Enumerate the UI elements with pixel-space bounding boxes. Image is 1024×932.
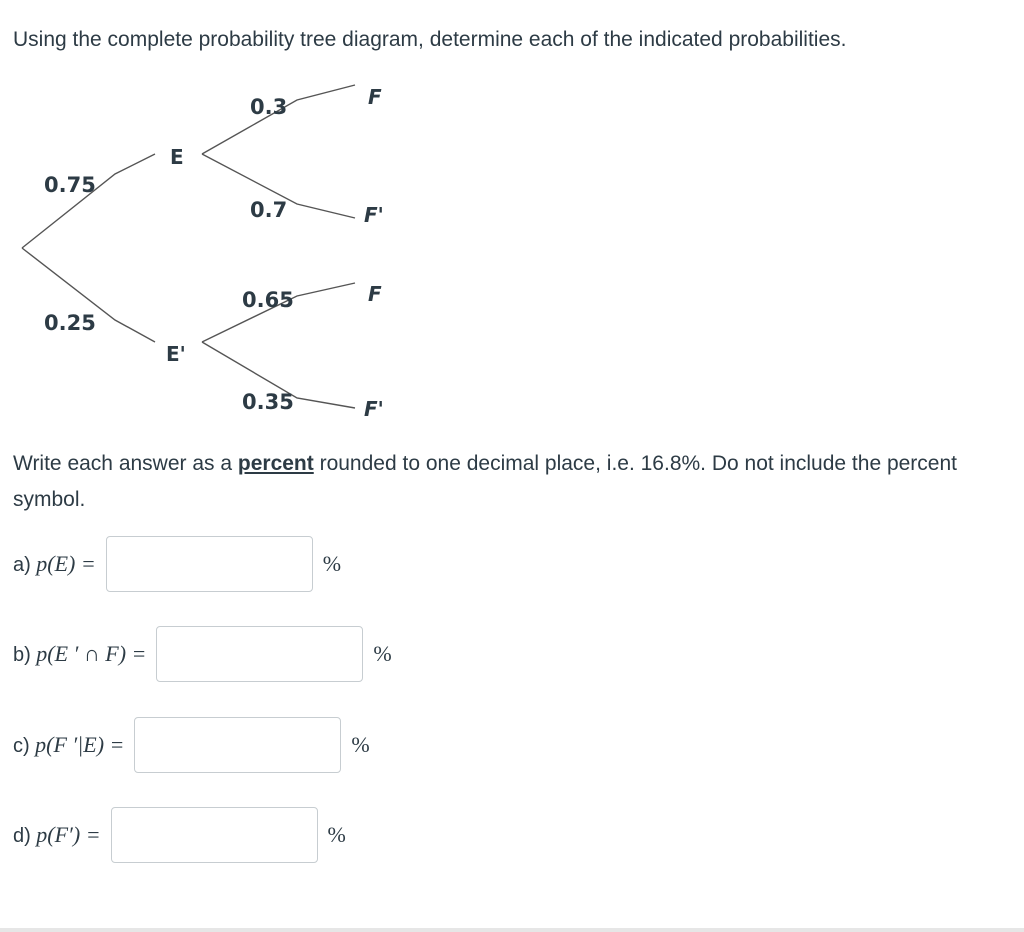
answer-row-d [13,807,346,863]
answer-row-b [13,626,392,682]
answer-row-c [13,717,370,773]
answer-input-d[interactable] [111,807,318,863]
answer-letter-a: a) [13,554,31,576]
prob-f-prime-given-e-label: 0.7 [250,198,288,222]
question-prompt: Using the complete probability tree diagram, determine each of the indicated probabilities. [13,28,847,51]
answer-letter-c: c) [13,735,30,757]
node-f-prime-upper-label: F' [364,203,384,227]
prob-e-prime-label: 0.25 [44,311,96,335]
answer-expression-d: p(F′) = [36,822,101,847]
answer-input-b[interactable] [156,626,363,682]
answer-label-c [13,732,124,758]
instructions-before: Write each answer as a [13,452,238,475]
probability-tree-diagram [0,70,420,430]
answer-letter-d: d) [13,825,31,847]
instructions-emphasis: percent [237,452,314,475]
answer-letter-b: b) [13,644,31,666]
node-e-label: E [170,145,184,169]
prob-f-given-e-label: 0.3 [250,95,288,119]
answer-expression-a: p(E) = [36,551,96,576]
percent-unit-c: % [351,732,370,757]
answer-row-a [13,536,341,592]
percent-unit-d: % [327,822,346,847]
answer-label-d [13,822,101,848]
answer-input-c[interactable] [134,717,341,773]
bottom-divider [0,928,1024,932]
node-f-lower-label: F [368,282,382,306]
node-f-prime-lower-label: F' [364,397,384,421]
prob-f-given-e-prime-label: 0.65 [242,288,294,312]
answer-instructions [13,446,1008,518]
answer-expression-c: p(F ′|E) = [35,732,125,757]
node-e-prime-label: E' [166,342,186,366]
branch-root-to-e [22,154,155,248]
percent-unit-a: % [322,551,342,576]
prob-e-label: 0.75 [44,173,96,197]
prob-f-prime-given-e-prime-label: 0.35 [242,390,294,414]
answer-input-a[interactable] [106,536,313,592]
answer-label-b [13,641,146,667]
answer-expression-b: p(E ′ ∩ F) = [36,641,147,666]
answer-label-a [13,551,96,577]
instructions-after: rounded to one decimal place, i.e. 16.8%. Do not include the percent symbol. [13,452,957,511]
percent-unit-b: % [373,641,392,666]
node-f-upper-label: F [368,85,382,109]
